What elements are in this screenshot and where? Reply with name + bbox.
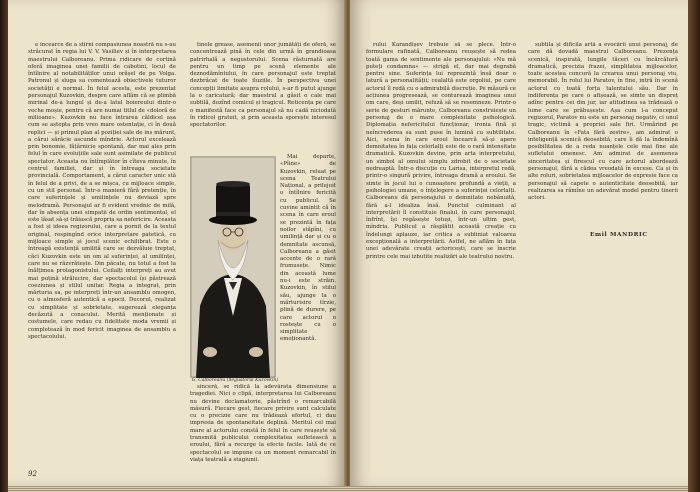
book-cover-edge-right: [688, 0, 700, 492]
left-page-column-2-side: [280, 154, 336, 384]
left-page-column-2-bottom: [190, 384, 336, 468]
left-page-column-1: [28, 42, 176, 467]
left-column-2-side-text: Mai departe, «Pîine» de Kuzovkin, reluat pe scena Teatrului Național, a prilejuit o întîlnire fericită cu publicul. Se cuvine amintit că în scena în care eroul se prezintă în fața noilor stăpîni, cu umilință dar și cu o demnitate ascunsă, Calboreanu a găsit accente de o rară frumusețe. Nimic din această lume nu-i este străin. Kuzovkin, în stilul său, ajunge la o mărturisire tîrzie, plină de durere, pe care actorul o rostește cu o simplitate emoționantă.: [280, 154, 336, 343]
right-page: [350, 0, 688, 486]
left-column-2-top-text: tinele grease, asemenii unor jumătăți de oferă, se concentrează pină în cele din urmă în grandioasa patrirhală a negustorului. Scena răsturnată are pentru un timp pe scenă elemente ale deznodămîntului, în care personajul este treptat dezbrăcat de toate iluziile. În perspectiva unei concepții limitate asupra rolului, s-ar fi putut ajunge la o caricatură; dar maestrul a găsit o cale mai subtilă, dozînd comicul și tragicul. Reticența pe care o manifestă face ca personajul să nu cadă niciodată în ridicol gratuit, și prin aceasta sporește interesul spectatorilor.: [190, 42, 336, 129]
author-signature: Emil MANDRIC: [590, 232, 648, 238]
photo-caption: G. Calboreanu (negustorul Kuzovkin): [191, 378, 279, 383]
portrait-illustration: [190, 156, 276, 378]
right-page-column-2: [528, 42, 678, 218]
book-cover-edge-left: [0, 0, 8, 492]
page-edges: [8, 486, 688, 492]
right-page-column-1: [366, 42, 516, 467]
left-page-column-2-top: [190, 42, 336, 154]
left-column-1-text: e încearce de a stîrni compasiunea noastră nu s-au străcurat în regia lui V. V. Vasiliev și în interpretarea maestrului Calboreanu. Prima ridicare de cortină oferă imaginea unei familii de cabotini, locul de întîlnire al notabilităților unui orășel de pe Volga. Patronul și sluga sa comentează obiectivele tuturor societății e normal. În felul acesta, este prezentat personajul Kuzovkin, despre care aflăm că se plimbă mirinal de-a lungul și de-a latul boiereului dintr-o veche moșie, pentru că are numai titlul de «doloră de milioane». Kuzovkin nu face întrarea căldicel așa cum se aștepta prin vreo mare ostentație, ci în două replici — și primul plan al poziției sale de ins mărunt, a cărui sărăcie ascunde mîndrie. Actorul excelează prin bonomie, fățărnicie spontană, dar mai ales prin felul în care evoluțiile sale sunt asimilate de publicul spectator. Aceasta nu întîmplător în cîteva minute, în centrul familiei, dar și în întreaga societate provincială. Comportament, a cărui caracter unic stă în felul de a privi, de a se mișca, cu mijloace simple, cu un stil personal. Într-o manieră fără pretenție, în care suferințele și umilințele nu deviază spre melodramă. Personajul ar fi evident vrednic de milă, dar în absența unei simpatii de ordin sentimental, el este lăsat să-și trăiască propria sa nefericire. Aceasta a fost și ideea regizorului, care a pornit de la textul original, respingînd orice interpretare patetică, cu mijloace simple și jocul scenic echilibrat. Este o întreagă existență umilită care se dezvăluie treptat, căci Kuzovkin este un om al suferinței, al umilinței, care nu se răzvrătește. Din păcate, nu totul a fost la înălțimea protagonistului. Ceilalți interpreți au avut mai puțină strălucire, dar spectacolul își păstrează coeziunea și stilul unitar. Regia a integrat, prin mărturia sa, pe interpreți într-un ansamblu omogen, cu o atmosferă autentică a epocii. Decorul, realizat cu simplitate și sobrietate, sugerează eleganța decăzută a conacului. Merită menționate și costumele, care redau cu fidelitate moda vremii și completează în mod fericit imaginea de ansamblu a spectacolului.: [28, 42, 176, 340]
left-column-2-bottom-text: sinceră, se ridică la adevărata dimensiune a tragediei. Nici o clipă, interpretarea lui Calboreanu nu devine declamatorie, păstrînd o remarcabilă măsură. Fiecare gest, fiecare privire sunt calculate cu o precizie care nu trădează efortul, ci dau impresia de spontaneitate deplină. Meritul cel mai mare al actorului constă în felul în care reușește să transmită publicului complexitatea sufletească a eroului, fără a recurge la efecte facile. Iată de ce spectacolul se impune ca un moment remarcabil în viața teatrală a stagiunii.: [190, 384, 336, 463]
portrait-photo: [190, 156, 276, 378]
page-number: 92: [28, 470, 37, 478]
left-page: [8, 0, 346, 486]
right-column-2-text: subtila și dificila artă a evocării unui personaj, de care dă dovadă maestrul Calboreanu. Prezența scenică, inspirată, lungile tăceri cu încărcătură dramatică, precizia frazei, simplitatea mijloacelor, toate acestea concură la crearea unui personaj viu, memorabil. În rolul lui Paratov, în fine, intră în scenă actorul cu toată forța talentului său. Dar în indiferența pe care o afișează, se simte un dispreț adînc pentru cei din jur, iar atitudinea sa trădează o lume care se prăbușește. Așa cum l-a conceput regizorul, Paratov nu este un personaj negativ, ci unul tragic, victimă a propriei sale firi. Urmărind pe Calboreanu în «Fata fără zestre», am admirat o inteligență scenică deosebită, care îi dă la îndemînă posibilitatea de a reda nuanțele cele mai fine ale sufletului omenesc. Am admirat de asemenea sinceritatea și firescul cu care actorul abordează personajul, fără a cădea vreodată în excese. Ca și în alte roluri, sobrietatea mijloacelor de expresie face ca personajul să capete o autenticitate deosebită, iar realizarea sa rămîne un adevărat model pentru tinerii actori.: [528, 42, 678, 202]
right-column-1-text: rului Karandișev trebuie să se plece. Intr-o formulare rafinată, Calboreanu reușește să redea toată gama de sentimente ale personajului: «Nu mă puteți condamna» — strigă el, dar mai degrabă pentru sine. Suferința lui reprezintă însă doar o latură a personalității; cealaltă este orgoliul, pe care actorul îl redă cu o admirabilă discreție. Pe măsură ce acțiunea progresează, se conturează imaginea unui om care, deși umilit, refuză să se resemneze. Printr-o serie de gesturi mărunte, Calboreanu construiește un personaj de o mare complexitate psihologică. Diplomația nefericitului funcționar, ironia fină și neîncrederea sa sunt puse în lumină cu subtilitate. Aici, scena în care eroul încearcă să-și apere demnitatea în fața celorlalți este de o rară intensitate dramatică. Kuzovkin devine, prin arta interpretului, un simbol al omului simplu zdrobit de o societate nedreaptă. Într-o discuție cu Larisa, interpretul redă, printr-o singură privire, întreaga dramă a eroului. Se simte în jocul lui o cunoaștere profundă a vieții, a psihologiei umane, o înțelegere a suferinței celorlalți. Calboreanu dă personajului o demnitate nebănuită, fără a-l idealiza însă. Punctul culminant al interpretării îl constituie finalul, în care personajul, înfrînt, își regăsește totuși, într-un ultim gest, mîndria. Publicul a răsplătit această creație cu îndelungi aplauze, iar critica a subliniat valoarea excepțională a interpretării. Astfel, ne aflăm în fața unei adevărate creații actoricești, care se înscrie printre cele mai izbutite realizări ale teatrului nostru.: [366, 42, 516, 260]
